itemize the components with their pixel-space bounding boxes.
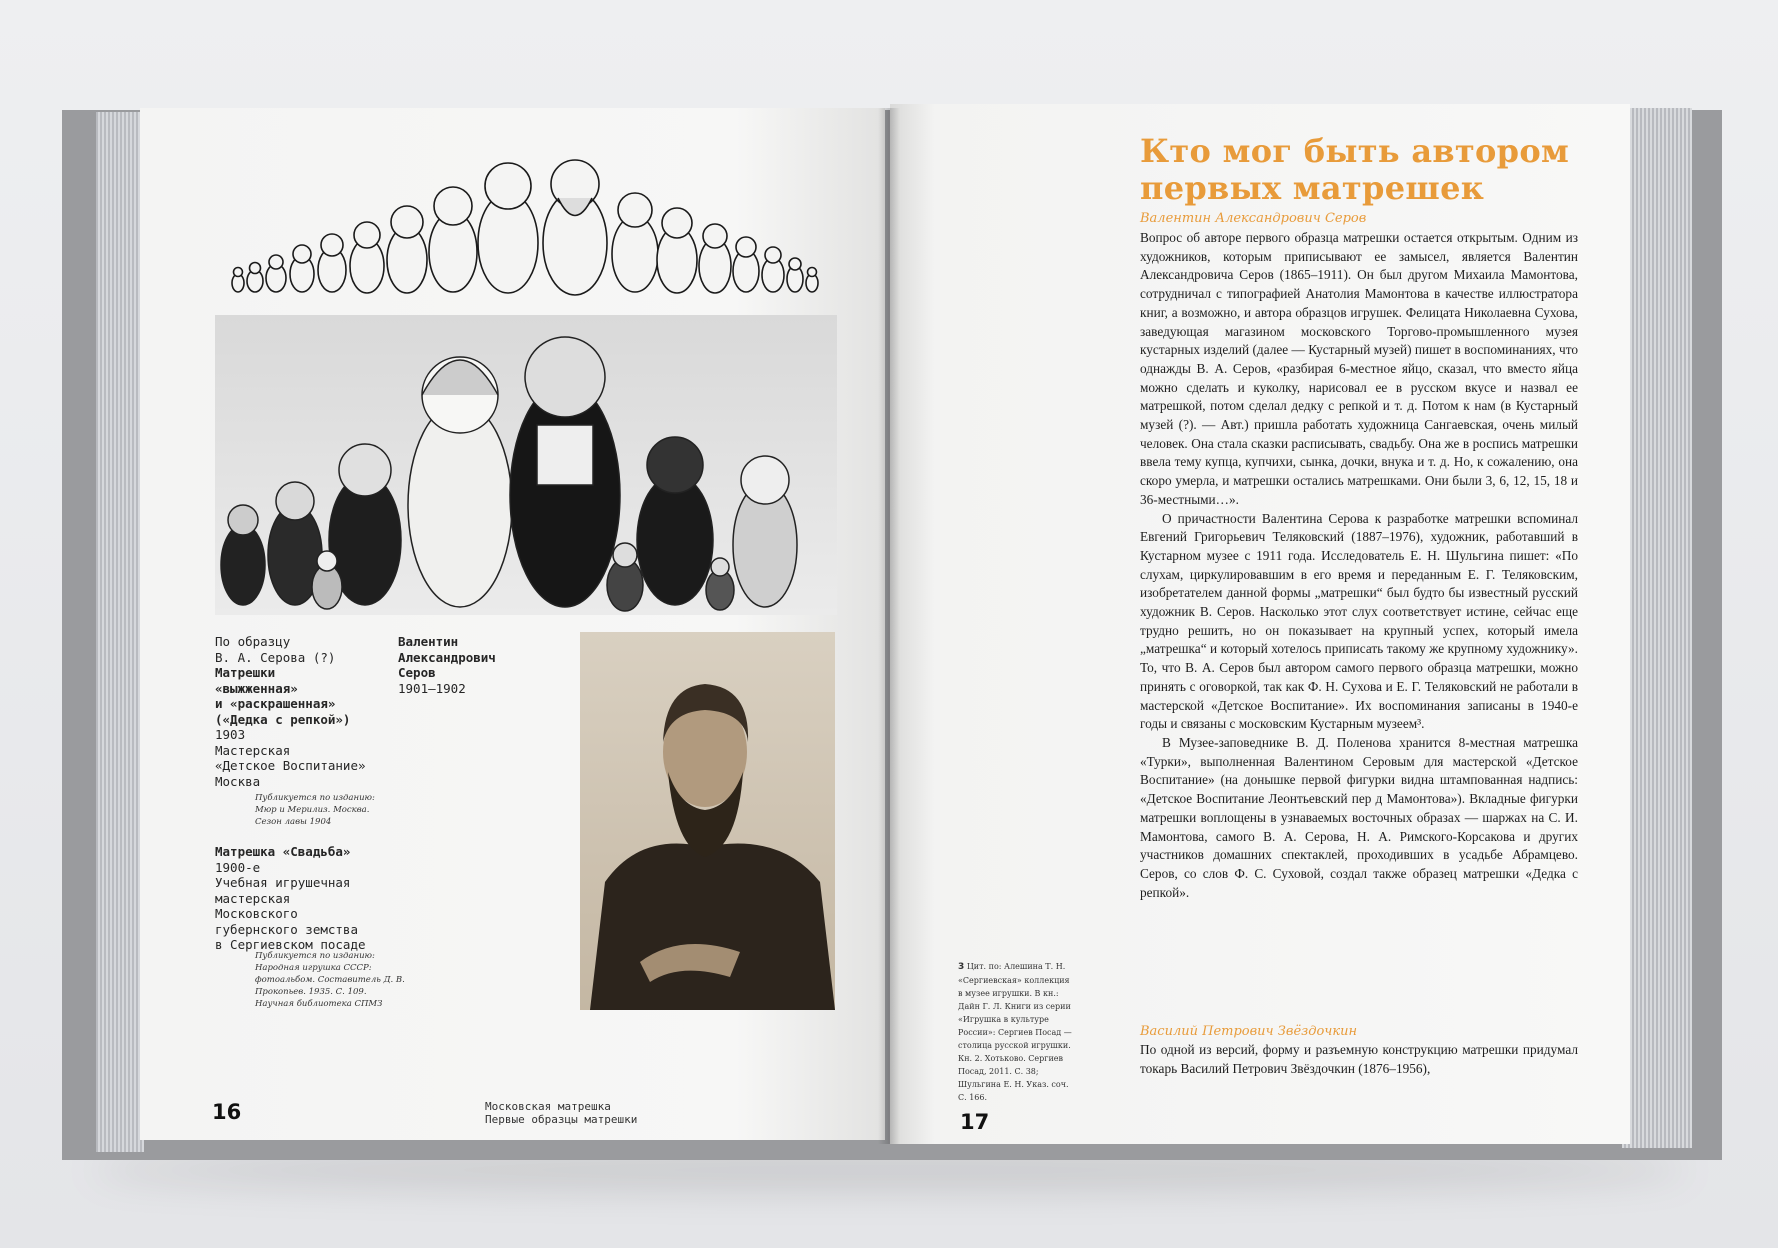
photo-doll <box>607 543 643 611</box>
caption-line: В. А. Серова (?) <box>215 649 336 665</box>
caption-title-line: Валентин <box>398 634 459 649</box>
photo-doll <box>408 357 512 607</box>
caption-line: «Детское Воспитание» <box>215 758 366 773</box>
serov-portrait-photo <box>580 632 835 1010</box>
drawn-doll <box>612 193 658 292</box>
caption-line: в Сергиевском посаде <box>215 937 366 952</box>
caption-dolls-serov <box>215 634 375 789</box>
photo-doll <box>733 456 797 607</box>
paragraph: О причастности Валентина Серова к разработке матрешки вспоминал Евгений Григорьевич Теляковский (1887–1976), художник, работавший в Кустарном музее с 1911 года. Исследователь Е. Н. Шульгина пишет: «По слухам, циркулировавшим в его время и переданным Е. Г. Теляковским, изобретателем данной формы „матрешки“ был будто бы известный русский художник В. Серов. Насколько этот слух соответствует истине, сейчас еще трудно решить, но он показывает на крупный успех, который имела „матрешка“ и который хотелось приписать такому же крупному художнику». То, что В. А. Серов был автором самого первого образца матрешки, можно принять с оговоркой, так как Ф. Н. Сухова и Е. Г. Теляковский не работали в мастерской «Детское Воспитание». Их воспоминания записаны в 1940-е годы и связаны с московским Кустарным музеем³. <box>1140 510 1578 732</box>
caption-title-line: Матрешки <box>215 665 276 680</box>
drawn-doll <box>350 222 384 293</box>
drawn-doll <box>806 268 818 293</box>
body-text <box>1140 229 1578 902</box>
body-text <box>1140 1041 1578 1078</box>
paragraph: Вопрос об авторе первого образца матрешки остается открытым. Одним из художников, которым приписывают ее замысел, является Валентин Александровича Серов (1865–1911). Он был другом Михаила Мамонтова, сотрудничал с типографией Анатолия Мамонтова в качестве иллюстратора книг, а возможно, и автора образцов игрушек. Фелицата Николаевна Сухова, заведующая магазином московского Торгово-промышленного музея кустарных изделий (далее — Кустарный музей) пишет в воспоминаниях, что однажды В. А. Серов, «разбирая 6-местное яйцо, сказал, что вместо яйца можно сделать и куколку, нарисовал ее в русском вкусе и назвал ее матрешкой, потом сделал дедку с репкой и т. д. Потом к нам (в Кустарный музей (?). — Авт.) пришла работать художница Сангаевская, очень милый человек. Она стала сказки расписывать, свадьбу. Она же в роспись матрешки ввела тему купца, купчихи, сынка, дочки, внука и т. д. Но, к сожалению, она скоро умерла, и матрешки остались матрешками. Они были 3, 6, 12, 15, 18 и 36-местными…». <box>1140 230 1578 507</box>
photo-doll <box>510 337 620 607</box>
drawn-doll <box>429 187 477 292</box>
caption-line: губернского земства <box>215 921 358 937</box>
drawn-doll <box>318 234 346 292</box>
caption-source: Публикуется по изданию: Мюр и Мерилиз. Москва. Сезон лавы 1904 <box>255 793 375 827</box>
section-subhead: Валентин Александрович Серов <box>1140 211 1367 226</box>
caption-line: Москва <box>215 773 261 789</box>
right-page-edges <box>1622 108 1692 1148</box>
page-title: Кто мог быть автором первых матрешек <box>1140 132 1570 207</box>
caption-title-line: и «раскрашенная» <box>215 696 336 711</box>
paragraph: В Музее-заповеднике В. Д. Поленова хранится 8-местная матрешка «Турки», выполненная Валентином Серовым для мастерской «Детское Воспитание» (на донышке первой фигурки видна штампованная надпись: «Детское Воспитание Леонтьевский пер д Мамонтова»). Вкладные фигурки матрешки воплощены в узнаваемых восточных образах — шаржах на С. И. Мамонтова, самого В. А. Серова, Н. А. Римского-Корсакова и других участников домашних спектаклей, проходивших в усадьбе Абрамцево. Серов, со слов Ф. С. Суховой, создал также образец матрешки «Дедка с репкой». <box>1140 734 1578 900</box>
drawn-doll <box>762 247 784 292</box>
matryoshka-set-photo <box>215 315 837 615</box>
caption-line: 1903 <box>215 727 246 742</box>
caption-line: Мастерская <box>215 742 291 758</box>
running-head <box>485 1100 637 1126</box>
footnote-number: 3 <box>958 962 965 972</box>
caption-title-line: («Дедка с репкой») <box>215 711 351 727</box>
page-number: 16 <box>212 1100 242 1124</box>
caption-line: мастерская <box>215 890 291 906</box>
caption-wedding-doll <box>215 844 390 953</box>
drawn-doll <box>787 258 803 292</box>
drawn-doll <box>543 160 607 295</box>
matryoshka-line-drawing <box>230 148 820 298</box>
photo-doll <box>221 505 265 605</box>
drawn-doll <box>290 245 314 292</box>
running-head-line: Московская матрешка <box>485 1100 611 1113</box>
footnote <box>958 960 1073 1104</box>
photo-doll <box>637 437 713 605</box>
book-gutter <box>878 108 900 1144</box>
paragraph: По одной из версий, форму и разъемную конструкцию матрешки придумал токарь Василий Петрович Звёздочкин (1876–1956), <box>1140 1042 1578 1076</box>
caption-line: Московского <box>215 906 298 921</box>
drawn-doll <box>657 208 697 293</box>
photo-doll <box>312 551 342 609</box>
drawn-doll <box>699 224 731 293</box>
caption-line: Учебная игрушечная <box>215 875 351 890</box>
caption-portrait <box>398 634 548 696</box>
drawn-doll <box>733 237 759 292</box>
footnote-text: Цит. по: Алешина Т. Н. «Сергиевская» коллекция в музее игрушки. В кн.: Дайн Г. Л. Книги из серии «Игрушка в культуре России»: Сергиев Посад — столица русской игрушки. Кн. 2. Хотьково. Сергиев Посад, 2011. С. 38; Шульгина Е. Н. Указ. соч. С. 166. <box>958 962 1072 1102</box>
caption-title-line: Александрович <box>398 649 496 665</box>
drawn-doll <box>232 268 244 293</box>
caption-line: По образцу <box>215 634 291 649</box>
page-number: 17 <box>960 1110 990 1134</box>
caption-line: 1901–1902 <box>398 680 466 696</box>
caption-title-line: Матрешка «Свадьба» <box>215 844 351 859</box>
caption-line: 1900-е <box>215 859 261 875</box>
caption-title-line: «выжженная» <box>215 680 298 696</box>
running-head-line: Первые образцы матрешки <box>485 1113 638 1126</box>
left-page-edges <box>96 112 144 1152</box>
drawn-doll <box>387 206 427 293</box>
caption-source: Публикуется по изданию: Народная игрушка СССР: фотоальбом. Составитель Д. В. Прокопьев. 1935. С. 109. Научная библиотека СПМЗ <box>255 951 405 1009</box>
drawn-doll <box>478 163 538 293</box>
caption-title-line: Серов <box>398 665 436 680</box>
section-subhead: Василий Петрович Звёздочкин <box>1140 1024 1358 1039</box>
drawn-doll <box>247 263 263 293</box>
drawn-doll <box>266 255 286 292</box>
